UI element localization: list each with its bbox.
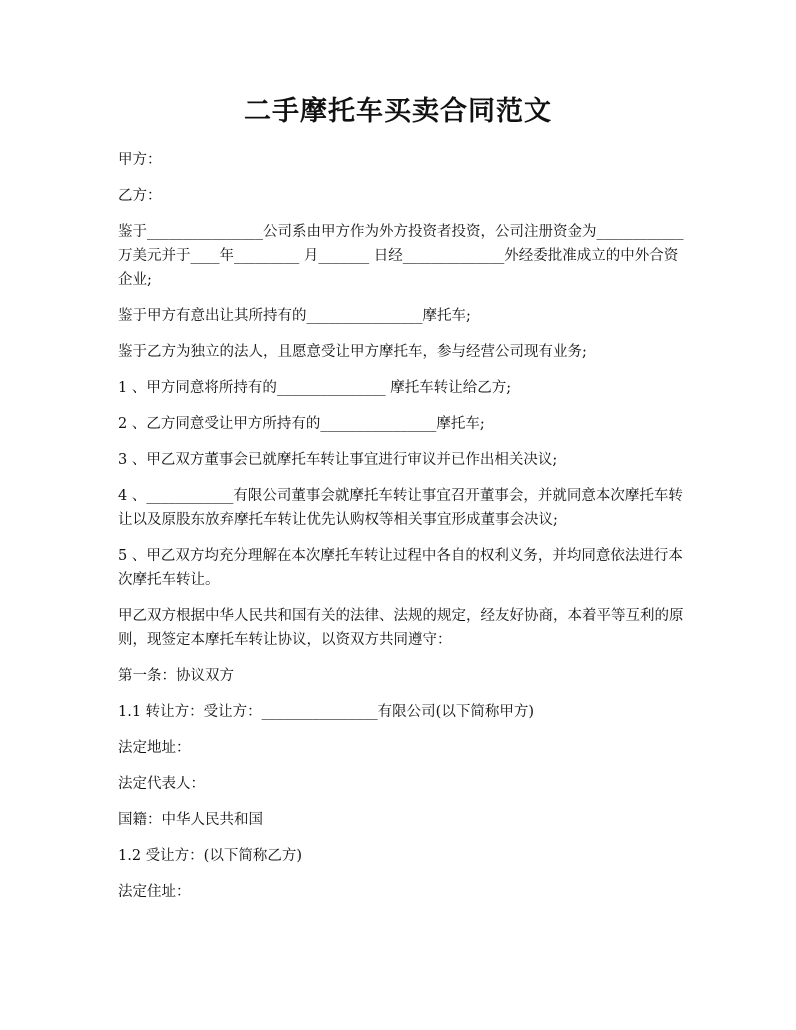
nationality-line: 国籍：中华人民共和国 [118, 812, 263, 828]
article-1-1-transferor: 1.1 转让方：受让方：________________有限公司(以下简称甲方) [118, 704, 534, 720]
legal-address-line: 法定地址： [118, 740, 191, 756]
clause-item-1: 1 、甲方同意将所持有的_______________ 摩托车转让给乙方; [118, 380, 512, 396]
contract-body [118, 148, 684, 916]
clause-item-5: 5 、甲乙双方均充分理解在本次摩托车转让过程中各自的权利义务，并均同意依法进行本次摩托车转让。 [118, 548, 683, 588]
legal-residence-line: 法定住址： [118, 884, 191, 900]
page-title: 二手摩托车买卖合同范文 [244, 96, 552, 127]
clause-item-3: 3 、甲乙双方董事会已就摩托车转让事宜进行审议并已作出相关决议; [118, 452, 558, 468]
legal-representative-line: 法定代表人： [118, 776, 205, 792]
article-1-2-transferee: 1.2 受让方：(以下简称乙方) [118, 848, 302, 864]
recital-transfer-intent: 鉴于甲方有意出让其所持有的________________摩托车; [118, 308, 471, 324]
clause-item-4: 4 、____________有限公司董事会就摩托车转让事宜召开董事会，并就同意本次摩托车转让以及原股东放弃摩托车转让优先认购权等相关事宜形成董事会决议; [118, 488, 683, 528]
agreement-preamble: 甲乙双方根据中华人民共和国有关的法律、法规的规定，经友好协商，本着平等互利的原则，现签定本摩托车转让协议，以资双方共同遵守： [118, 608, 684, 648]
clause-item-2: 2 、乙方同意受让甲方所持有的________________摩托车; [118, 416, 485, 432]
article-1-heading: 第一条：协议双方 [118, 668, 234, 684]
recital-buyer: 鉴于乙方为独立的法人，且愿意受让甲方摩托车，参与经营公司现有业务; [118, 344, 587, 360]
recital-company: 鉴于________________公司系由甲方作为外方投资者投资，公司注册资金为____________万美元并于____年_________ 月_______ 日经______________外经委批准成立的中外合资企业; [118, 224, 684, 288]
party-a-line: 甲方： [118, 152, 162, 168]
party-b-line: 乙方： [118, 188, 162, 204]
